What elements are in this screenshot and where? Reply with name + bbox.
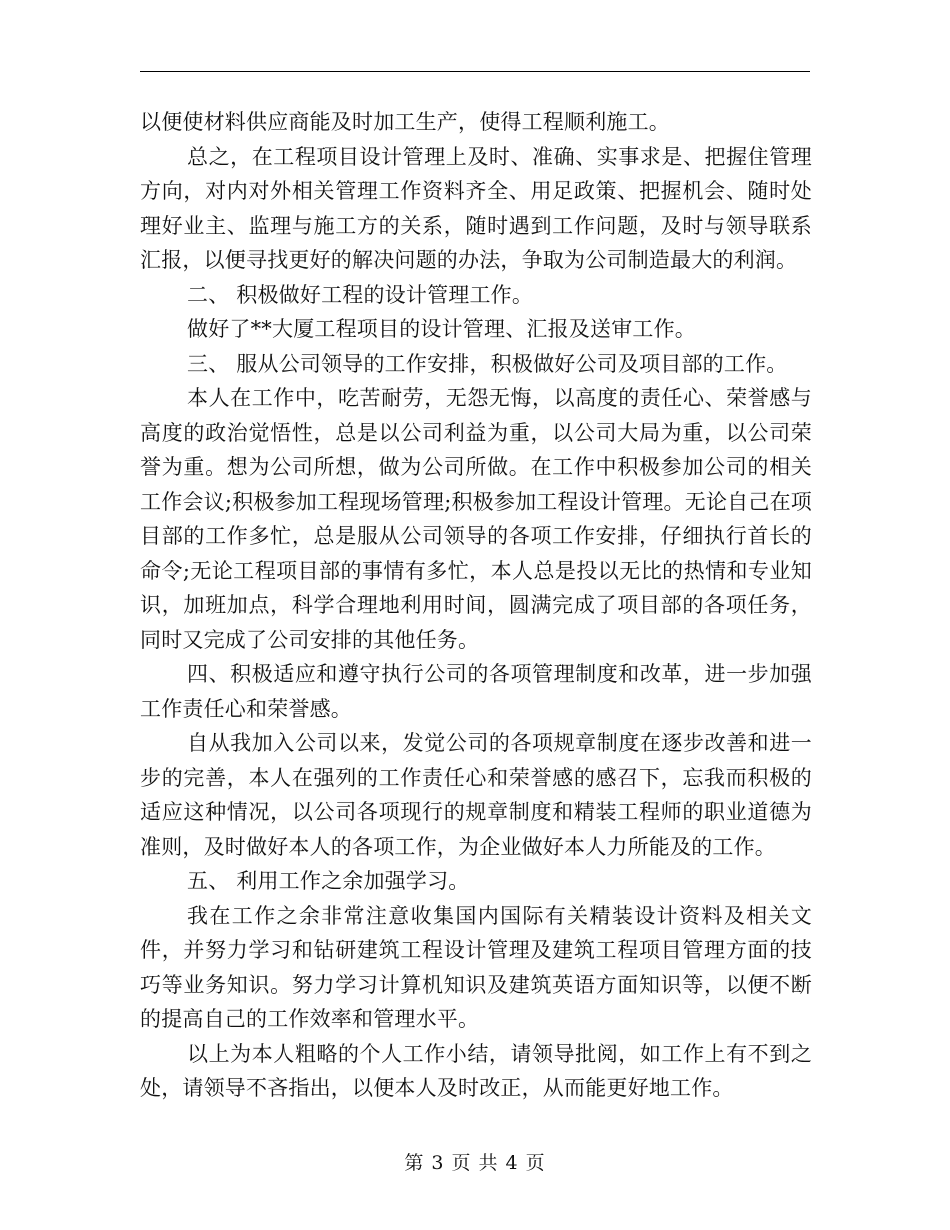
page-number-footer: 第 3 页 共 4 页 [404, 1152, 546, 1174]
section-heading: 三、 服从公司领导的工作安排，积极做好公司及项目部的工作。 [187, 351, 788, 376]
paragraph: 以便使材料供应商能及时加工生产，使得工程顺利施工。 [140, 110, 670, 134]
paragraph: 总之，在工程项目设计管理上及时、准确、实事求是、把握住管理方向，对内对外相关管理工作资料齐全、用足政策、把握机会、随时处理好业主、监理与施工方的关系，随时遇到工作问题，及时与领导联系汇报，以便寻找更好的解决问题的办法，争取为公司制造最大的利润。 [140, 144, 812, 272]
paragraph: 做好了**大厦工程项目的设计管理、汇报及送审工作。 [187, 317, 696, 341]
document-body [140, 105, 812, 1106]
header-rule [140, 71, 810, 72]
paragraph: 以上为本人粗略的个人工作小结，请领导批阅，如工作上有不到之处，请领导不吝指出，以便本人及时改正，从而能更好地工作。 [140, 1041, 812, 1100]
paragraph: 自从我加入公司以来，发觉公司的各项规章制度在逐步改善和进一步的完善，本人在强列的工作责任心和荣誉感的感召下，忘我而积极的适应这种情况，以公司各项现行的规章制度和精装工程师的职业道德为准则，及时做好本人的各项工作，为企业做好本人力所能及的工作。 [140, 731, 812, 859]
section-heading: 五、 利用工作之余加强学习。 [187, 869, 470, 893]
paragraph: 我在工作之余非常注意收集国内国际有关精装设计资料及相关文件，并努力学习和钻研建筑工程设计管理及建筑工程项目管理方面的技巧等业务知识。努力学习计算机知识及建筑英语方面知识等，以便不断的提高自己的工作效率和管理水平。 [140, 903, 812, 1031]
paragraph: 本人在工作中，吃苦耐劳，无怨无悔，以高度的责任心、荣誉感与高度的政治觉悟性，总是以公司利益为重，以公司大局为重，以公司荣誉为重。想为公司所想，做为公司所做。在工作中积极参加公司的相关工作会议;积极参加工程现场管理;积极参加工程设计管理。无论自己在项目部的工作多忙，总是服从公司领导的各项工作安排，仔细执行首长的命令;无论工程项目部的事情有多忙，本人总是投以无比的热情和专业知识，加班加点，科学合理地利用时间，圆满完成了项目部的各项任务，同时又完成了公司安排的其他任务。 [140, 386, 812, 652]
section-heading: 四、积极适应和遵守执行公司的各项管理制度和改革，进一步加强工作责任心和荣誉感。 [140, 662, 812, 721]
section-heading: 二、 积极做好工程的设计管理工作。 [187, 282, 534, 307]
